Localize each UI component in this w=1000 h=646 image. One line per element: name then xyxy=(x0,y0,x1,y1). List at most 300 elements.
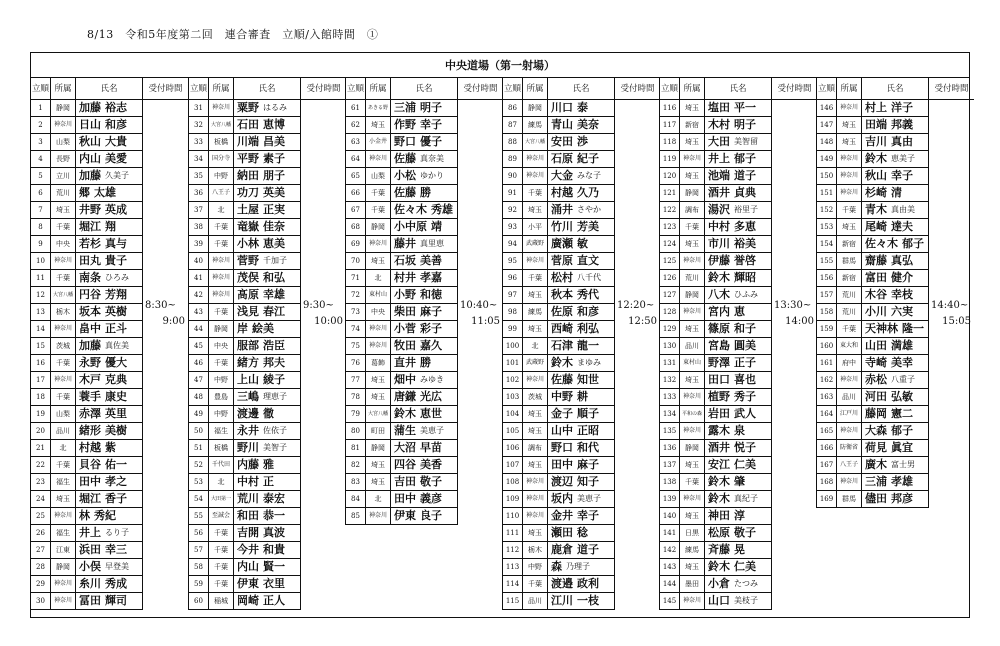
participant-name xyxy=(705,491,772,507)
table-row xyxy=(503,440,615,457)
affiliation: 神奈川 xyxy=(680,151,705,167)
family-name: 秋本 xyxy=(551,288,573,301)
given-name: 美智子 xyxy=(263,443,287,452)
affiliation: 江戸川 xyxy=(837,406,862,422)
participant-name xyxy=(234,151,301,167)
table-row xyxy=(817,134,929,151)
affiliation: 埼玉 xyxy=(680,100,705,116)
given-name: 乃理子 xyxy=(566,562,590,571)
time-start: 10:40~ xyxy=(460,300,498,311)
family-name: 渡邉 xyxy=(551,577,573,590)
given-name: 賢一 xyxy=(263,560,285,573)
family-name: 宮島 xyxy=(708,339,730,352)
order-number: 21 xyxy=(31,440,51,456)
affiliation: 神奈川 xyxy=(837,151,862,167)
order-number: 96 xyxy=(503,270,523,286)
affiliation: 埼玉 xyxy=(51,202,76,218)
family-name: 伊東 xyxy=(237,577,259,590)
affiliation: 新宿 xyxy=(837,236,862,252)
participant-name xyxy=(548,389,615,405)
given-name: 悦子 xyxy=(734,441,756,454)
participant-name xyxy=(391,508,458,524)
given-name: 正実 xyxy=(263,203,285,216)
family-name: 功刀 xyxy=(237,186,259,199)
table-row xyxy=(660,559,772,576)
table-row xyxy=(189,355,301,372)
family-name: 四谷 xyxy=(394,458,416,471)
order-number: 85 xyxy=(346,508,366,524)
order-number: 139 xyxy=(660,491,680,507)
family-name: 森 xyxy=(551,560,562,573)
participant-name xyxy=(76,304,143,320)
affiliation: 中央 xyxy=(366,304,391,320)
family-name: 宮内 xyxy=(708,305,730,318)
affiliation: 至誠会 xyxy=(209,508,234,524)
family-name: 堀江 xyxy=(79,492,101,505)
affiliation: 千葉 xyxy=(209,576,234,592)
order-number: 158 xyxy=(817,304,837,320)
given-name: みな子 xyxy=(577,171,601,180)
affiliation: 千葉 xyxy=(51,389,76,405)
table-row xyxy=(346,372,458,389)
affiliation: 埼玉 xyxy=(523,202,548,218)
given-name: 勝 xyxy=(420,356,431,369)
column-header-row xyxy=(503,78,660,100)
affiliation: 埼玉 xyxy=(680,559,705,575)
order-number: 97 xyxy=(503,287,523,303)
participant-name xyxy=(391,253,458,269)
given-name: 浩臣 xyxy=(263,339,285,352)
participant-name xyxy=(548,338,615,354)
affiliation: 埼玉 xyxy=(680,168,705,184)
given-name: 敏 xyxy=(577,237,588,250)
affiliation: 神奈川 xyxy=(523,253,548,269)
participant-name xyxy=(862,236,929,252)
table-row xyxy=(503,423,615,440)
given-name: 仁美 xyxy=(734,458,756,471)
order-number: 84 xyxy=(346,491,366,507)
column-header-row xyxy=(660,78,817,100)
family-name: 吉開 xyxy=(237,526,259,539)
family-name: 髙原 xyxy=(237,288,259,301)
family-name: 村越 xyxy=(551,186,573,199)
participant-name xyxy=(234,389,301,405)
family-name: 安田 xyxy=(551,135,573,148)
given-name: 佳奈 xyxy=(263,220,285,233)
affiliation: 静岡 xyxy=(680,440,705,456)
given-name: 英樹 xyxy=(105,305,127,318)
participant-name xyxy=(862,389,929,405)
participant-name xyxy=(705,474,772,490)
order-number: 64 xyxy=(346,151,366,167)
table-row xyxy=(817,253,929,270)
table-row xyxy=(660,168,772,185)
affiliation: 神奈川 xyxy=(209,253,234,269)
time-start: 13:30~ xyxy=(774,300,812,311)
order-number: 56 xyxy=(189,525,209,541)
given-name: 英里 xyxy=(105,407,127,420)
affiliation: 中央 xyxy=(209,338,234,354)
given-name: 郁子 xyxy=(734,152,756,165)
table-row xyxy=(660,474,772,491)
participant-name xyxy=(862,406,929,422)
reception-time-cell xyxy=(458,100,503,525)
participant-name xyxy=(234,355,301,371)
table-row xyxy=(31,219,143,236)
family-name: 村上 xyxy=(865,101,887,114)
participant-name xyxy=(234,253,301,269)
family-name: 畠中 xyxy=(79,322,101,335)
table-row xyxy=(189,270,301,287)
participant-name xyxy=(862,151,929,167)
table-row xyxy=(817,287,929,304)
affiliation: 神奈川 xyxy=(837,474,862,490)
given-name: 秀代 xyxy=(577,288,599,301)
table-row xyxy=(346,236,458,253)
family-name: 塩田 xyxy=(708,101,730,114)
given-name: 渉 xyxy=(577,135,588,148)
family-name: 牧田 xyxy=(394,339,416,352)
family-name: 山田 xyxy=(865,339,887,352)
given-name: 知子 xyxy=(577,475,599,488)
table-row xyxy=(503,576,615,593)
participant-name xyxy=(548,406,615,422)
given-name: 美幸 xyxy=(891,356,913,369)
participant-name xyxy=(234,100,301,116)
participant-name xyxy=(548,593,615,609)
table-row xyxy=(817,219,929,236)
family-name: 上山 xyxy=(237,373,259,386)
order-number: 34 xyxy=(189,151,209,167)
order-number: 5 xyxy=(31,168,51,184)
affiliation: 練馬 xyxy=(523,117,548,133)
family-name: 内山 xyxy=(237,560,259,573)
table-row xyxy=(503,474,615,491)
table-row xyxy=(346,474,458,491)
participant-name xyxy=(76,508,143,524)
participant-name xyxy=(705,508,772,524)
participant-name xyxy=(234,525,301,541)
given-name: 郁子 xyxy=(891,424,913,437)
family-name: 円谷 xyxy=(79,288,101,301)
given-name: 真由美 xyxy=(891,205,915,214)
family-name: 田丸 xyxy=(79,254,101,267)
table-row xyxy=(31,491,143,508)
affiliation: 千葉 xyxy=(523,576,548,592)
table-row xyxy=(660,576,772,593)
affiliation: 練馬 xyxy=(523,304,548,320)
family-name: 荒川 xyxy=(237,492,259,505)
order-number: 76 xyxy=(346,355,366,371)
affiliation: 山梨 xyxy=(51,406,76,422)
table-row xyxy=(503,542,615,559)
family-name: 寺崎 xyxy=(865,356,887,369)
affiliation: 埼玉 xyxy=(837,117,862,133)
table-row xyxy=(31,474,143,491)
participant-name xyxy=(705,185,772,201)
order-number: 169 xyxy=(817,491,837,507)
participant-name xyxy=(548,253,615,269)
table-row xyxy=(189,491,301,508)
given-name: 貞典 xyxy=(734,186,756,199)
table-row xyxy=(31,202,143,219)
family-name: 佐藤 xyxy=(551,373,573,386)
table-row xyxy=(31,270,143,287)
participant-name xyxy=(548,168,615,184)
given-name: 武人 xyxy=(734,407,756,420)
time-start: 8:30~ xyxy=(145,300,176,311)
table-row xyxy=(189,440,301,457)
affiliation: 埼玉 xyxy=(51,491,76,507)
participant-name xyxy=(705,457,772,473)
affiliation: 千葉 xyxy=(837,321,862,337)
order-number: 147 xyxy=(817,117,837,133)
family-name: 小俣 xyxy=(79,560,101,573)
table-row xyxy=(660,270,772,287)
participant-name xyxy=(705,576,772,592)
order-number: 4 xyxy=(31,151,51,167)
given-name: 靖 xyxy=(431,220,442,233)
time-start: 14:40~ xyxy=(931,300,969,311)
affiliation: 東村山 xyxy=(680,355,705,371)
given-name: 真由 xyxy=(891,135,913,148)
family-name: 緒形 xyxy=(79,424,101,437)
order-number: 92 xyxy=(503,202,523,218)
table-row xyxy=(503,185,615,202)
header-name: 氏名 xyxy=(391,78,458,100)
participant-name xyxy=(76,287,143,303)
table-row xyxy=(189,525,301,542)
table-row xyxy=(660,491,772,508)
table-row xyxy=(346,406,458,423)
participant-name xyxy=(862,457,929,473)
given-name: 幸子 xyxy=(577,509,599,522)
given-name: 美恵子 xyxy=(577,494,601,503)
family-name: 若杉 xyxy=(79,237,101,250)
family-name: 中村 xyxy=(237,475,259,488)
family-name: 赤松 xyxy=(865,373,887,386)
affiliation: 北 xyxy=(51,440,76,456)
participant-name xyxy=(76,236,143,252)
column-header-row xyxy=(189,78,346,100)
given-name: 和子 xyxy=(734,322,756,335)
family-name: 岩田 xyxy=(708,407,730,420)
participant-name xyxy=(705,270,772,286)
given-name: 恭一 xyxy=(263,509,285,522)
table-row xyxy=(346,219,458,236)
order-number: 69 xyxy=(346,236,366,252)
affiliation: 静岡 xyxy=(209,321,234,337)
order-number: 37 xyxy=(189,202,209,218)
family-name: 緒方 xyxy=(237,356,259,369)
participant-name xyxy=(548,474,615,490)
order-number: 145 xyxy=(660,593,680,609)
table-row xyxy=(817,100,929,117)
affiliation: 栃木 xyxy=(523,542,548,558)
family-name: 杉崎 xyxy=(865,186,887,199)
participant-name xyxy=(391,338,458,354)
family-name: 植野 xyxy=(708,390,730,403)
table-row xyxy=(346,491,458,508)
given-name: 幸雄 xyxy=(263,288,285,301)
table-row xyxy=(31,423,143,440)
given-name: 美樹 xyxy=(105,424,127,437)
order-number: 36 xyxy=(189,185,209,201)
affiliation: 府中 xyxy=(837,355,862,371)
order-number: 23 xyxy=(31,474,51,490)
given-name: 紫 xyxy=(105,441,116,454)
family-name: 金子 xyxy=(551,407,573,420)
family-name: 茂俣 xyxy=(237,271,259,284)
family-name: 鹿倉 xyxy=(551,543,573,556)
given-name: 明子 xyxy=(734,118,756,131)
family-name: 鈴木 xyxy=(708,560,730,573)
given-name: まゆみ xyxy=(577,358,601,367)
given-name: ひろみ xyxy=(105,273,129,282)
given-name: 敬子 xyxy=(734,526,756,539)
order-number: 122 xyxy=(660,202,680,218)
affiliation: 中野 xyxy=(209,372,234,388)
order-number: 133 xyxy=(660,389,680,405)
given-name: 稔 xyxy=(577,526,588,539)
table-row xyxy=(817,423,929,440)
given-name: 義彦 xyxy=(420,492,442,505)
given-name: 衣里 xyxy=(263,577,285,590)
family-name: 南条 xyxy=(79,271,101,284)
table-row xyxy=(817,270,929,287)
table-row xyxy=(346,253,458,270)
table-row xyxy=(31,508,143,525)
participant-name xyxy=(862,304,929,320)
family-name: 野口 xyxy=(551,441,573,454)
table-row xyxy=(31,389,143,406)
table-row xyxy=(817,338,929,355)
given-name: 和貴 xyxy=(263,543,285,556)
participant-name xyxy=(705,219,772,235)
order-number: 99 xyxy=(503,321,523,337)
table-row xyxy=(189,151,301,168)
given-name: 晃 xyxy=(734,543,745,556)
table-row xyxy=(817,474,929,491)
table-row xyxy=(503,593,615,610)
table-row xyxy=(660,287,772,304)
given-name: 孝雄 xyxy=(891,475,913,488)
family-name: 野澤 xyxy=(708,356,730,369)
affiliation: 神奈川 xyxy=(209,100,234,116)
table-row xyxy=(346,304,458,321)
order-number: 102 xyxy=(503,372,523,388)
family-name: 林 xyxy=(79,509,90,522)
column-header-row xyxy=(346,78,503,100)
affiliation: 北 xyxy=(209,474,234,490)
given-name: 英成 xyxy=(105,203,127,216)
order-number: 131 xyxy=(660,355,680,371)
affiliation: 静岡 xyxy=(366,219,391,235)
affiliation: 福生 xyxy=(51,474,76,490)
participant-name xyxy=(234,202,301,218)
schedule-block xyxy=(816,78,973,508)
table-row xyxy=(660,372,772,389)
affiliation: 群馬 xyxy=(837,253,862,269)
table-row xyxy=(346,202,458,219)
family-name: 松原 xyxy=(708,526,730,539)
affiliation: 埼玉 xyxy=(523,525,548,541)
order-number: 166 xyxy=(817,440,837,456)
affiliation: 神奈川 xyxy=(837,185,862,201)
affiliation: 神奈川 xyxy=(366,338,391,354)
table-row xyxy=(189,474,301,491)
participant-name xyxy=(391,270,458,286)
table-row xyxy=(31,134,143,151)
family-name: 菅原 xyxy=(551,254,573,267)
given-name: 多恵 xyxy=(734,220,756,233)
order-number: 43 xyxy=(189,304,209,320)
participant-name xyxy=(862,219,929,235)
participant-name xyxy=(76,559,143,575)
given-name: 弘敏 xyxy=(891,390,913,403)
affiliation: 神奈川 xyxy=(680,304,705,320)
table-row xyxy=(660,321,772,338)
family-name: 涌井 xyxy=(551,203,573,216)
order-number: 1 xyxy=(31,100,51,116)
table-row xyxy=(817,389,929,406)
family-name: 田中 xyxy=(79,475,101,488)
affiliation: 荒川 xyxy=(837,304,862,320)
given-name: 優子 xyxy=(420,135,442,148)
affiliation: 千代田 xyxy=(209,457,234,473)
given-name: 幸子 xyxy=(891,169,913,182)
table-row xyxy=(817,355,929,372)
affiliation: あきる野 xyxy=(366,100,391,116)
participant-name xyxy=(705,236,772,252)
order-number: 27 xyxy=(31,542,51,558)
participant-name xyxy=(548,185,615,201)
family-name: 川口 xyxy=(551,101,573,114)
affiliation: 福生 xyxy=(209,423,234,439)
affiliation: 武蔵野 xyxy=(523,355,548,371)
order-number: 120 xyxy=(660,168,680,184)
affiliation: 荒川 xyxy=(51,185,76,201)
order-number: 86 xyxy=(503,100,523,116)
order-number: 148 xyxy=(817,134,837,150)
participant-name xyxy=(391,474,458,490)
table-row xyxy=(31,440,143,457)
order-number: 151 xyxy=(817,185,837,201)
table-row xyxy=(31,525,143,542)
table-row xyxy=(31,287,143,304)
table-row xyxy=(503,338,615,355)
order-number: 30 xyxy=(31,593,51,609)
participant-name xyxy=(391,389,458,405)
table-row xyxy=(189,117,301,134)
family-name: 土屋 xyxy=(237,203,259,216)
participant-name xyxy=(234,236,301,252)
order-number: 87 xyxy=(503,117,523,133)
order-number: 124 xyxy=(660,236,680,252)
given-name: 恵博 xyxy=(263,118,285,131)
order-number: 18 xyxy=(31,389,51,405)
participant-name xyxy=(76,372,143,388)
given-name: 紀子 xyxy=(577,152,599,165)
given-name: 美香 xyxy=(420,458,442,471)
table-row xyxy=(31,542,143,559)
family-name: 内山 xyxy=(79,152,101,165)
participant-name xyxy=(705,593,772,609)
affiliation: 茨城 xyxy=(51,338,76,354)
table-row xyxy=(660,338,772,355)
affiliation: 北 xyxy=(523,338,548,354)
family-name: 藤井 xyxy=(394,237,416,250)
